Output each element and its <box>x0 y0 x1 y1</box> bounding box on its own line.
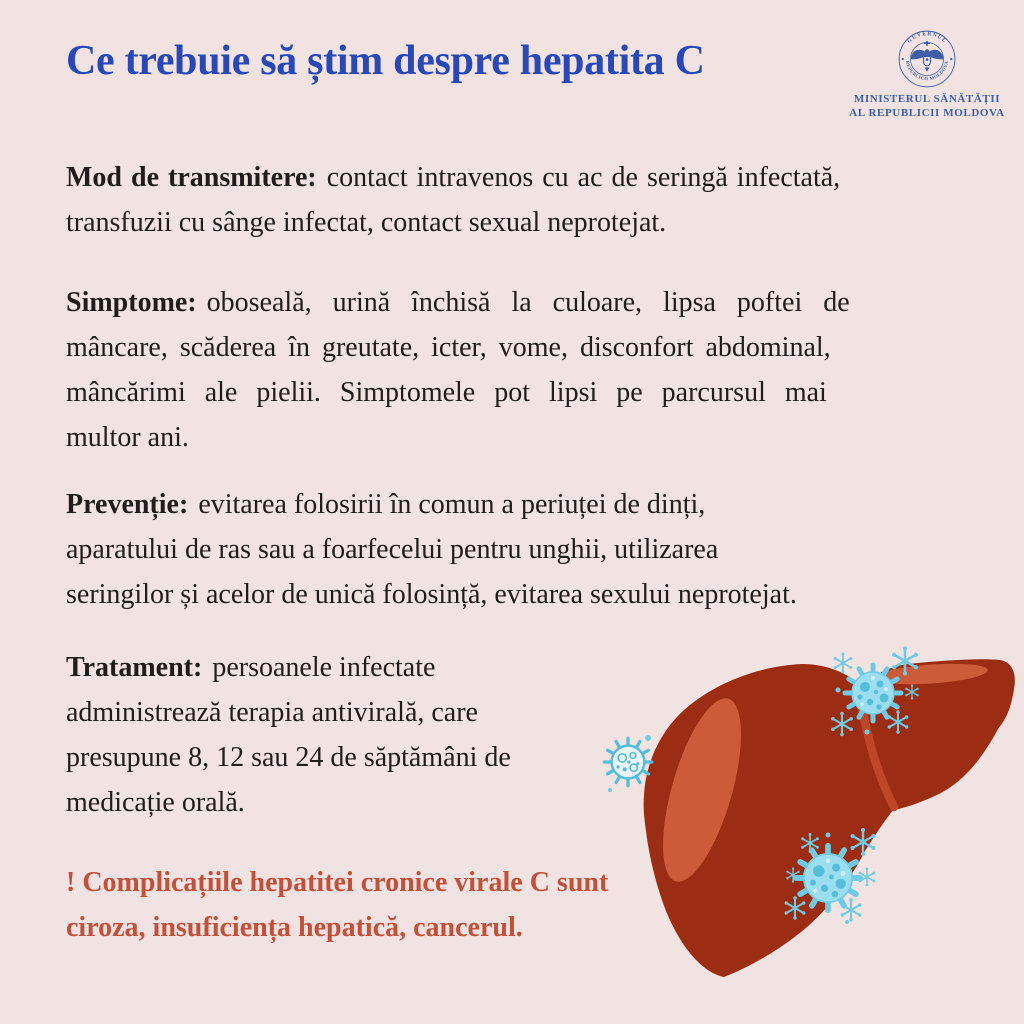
section-text-line: contact intravenos cu ac de seringă infectată, <box>326 162 841 193</box>
section-text-line: transfuzii cu sânge infectat, contact sexual neprotejat. <box>66 207 667 238</box>
seal-bottom-text: REPUBLICII MOLDOVA <box>903 60 951 83</box>
section-text-line: evitarea folosirii în comun a periuței de dinți, <box>198 489 706 520</box>
section-text-line: administrează terapia antivirală, care <box>66 697 478 728</box>
section-text-line: persoanele infectate <box>212 652 436 683</box>
section-label: Tratament: <box>66 652 203 683</box>
section-text-line: medicație orală. <box>66 787 245 818</box>
section-text-line: oboseală, urină închisă la culoare, lipsa poftei de <box>206 287 850 318</box>
ministry-seal-icon <box>896 28 958 90</box>
section-label: Prevenție: <box>66 489 189 520</box>
ministry-logo <box>841 28 1013 120</box>
section-text-line: mâncărimi ale pielii. Simptomele pot lipsi pe parcursul mai <box>66 377 827 408</box>
liver-illustration <box>560 620 1024 1024</box>
section-label: Simptome: <box>66 287 197 318</box>
section-label: Mod de transmitere: <box>66 162 317 193</box>
section-treatment <box>66 645 626 825</box>
warning-line: ! Complicațiile hepatitei cronice virale C sunt <box>66 867 609 898</box>
section-symptoms <box>66 280 966 460</box>
seal-top-text: GUVERNUL <box>906 31 948 45</box>
ministry-name-line1: MINISTERUL SĂNĂTĂȚII <box>853 93 1001 105</box>
section-prevention <box>66 482 966 617</box>
section-text-line: seringilor și acelor de unică folosință, evitarea sexului neprotejat. <box>66 579 797 610</box>
ministry-name-line2: AL REPUBLICII MOLDOVA <box>849 107 1005 119</box>
warning-line: ciroza, insuficiența hepatică, cancerul. <box>66 912 523 943</box>
section-text-line: presupune 8, 12 sau 24 de săptămâni de <box>66 742 511 773</box>
page-title: Ce trebuie să știm despre hepatita C <box>66 38 705 84</box>
section-transmission <box>66 155 966 245</box>
section-text-line: multor ani. <box>66 422 189 453</box>
section-text-line: aparatului de ras sau a foarfecelui pentru unghii, utilizarea <box>66 534 719 565</box>
complications-warning <box>66 860 608 950</box>
section-text-line: mâncare, scăderea în greutate, icter, vome, disconfort abdominal, <box>66 332 831 363</box>
